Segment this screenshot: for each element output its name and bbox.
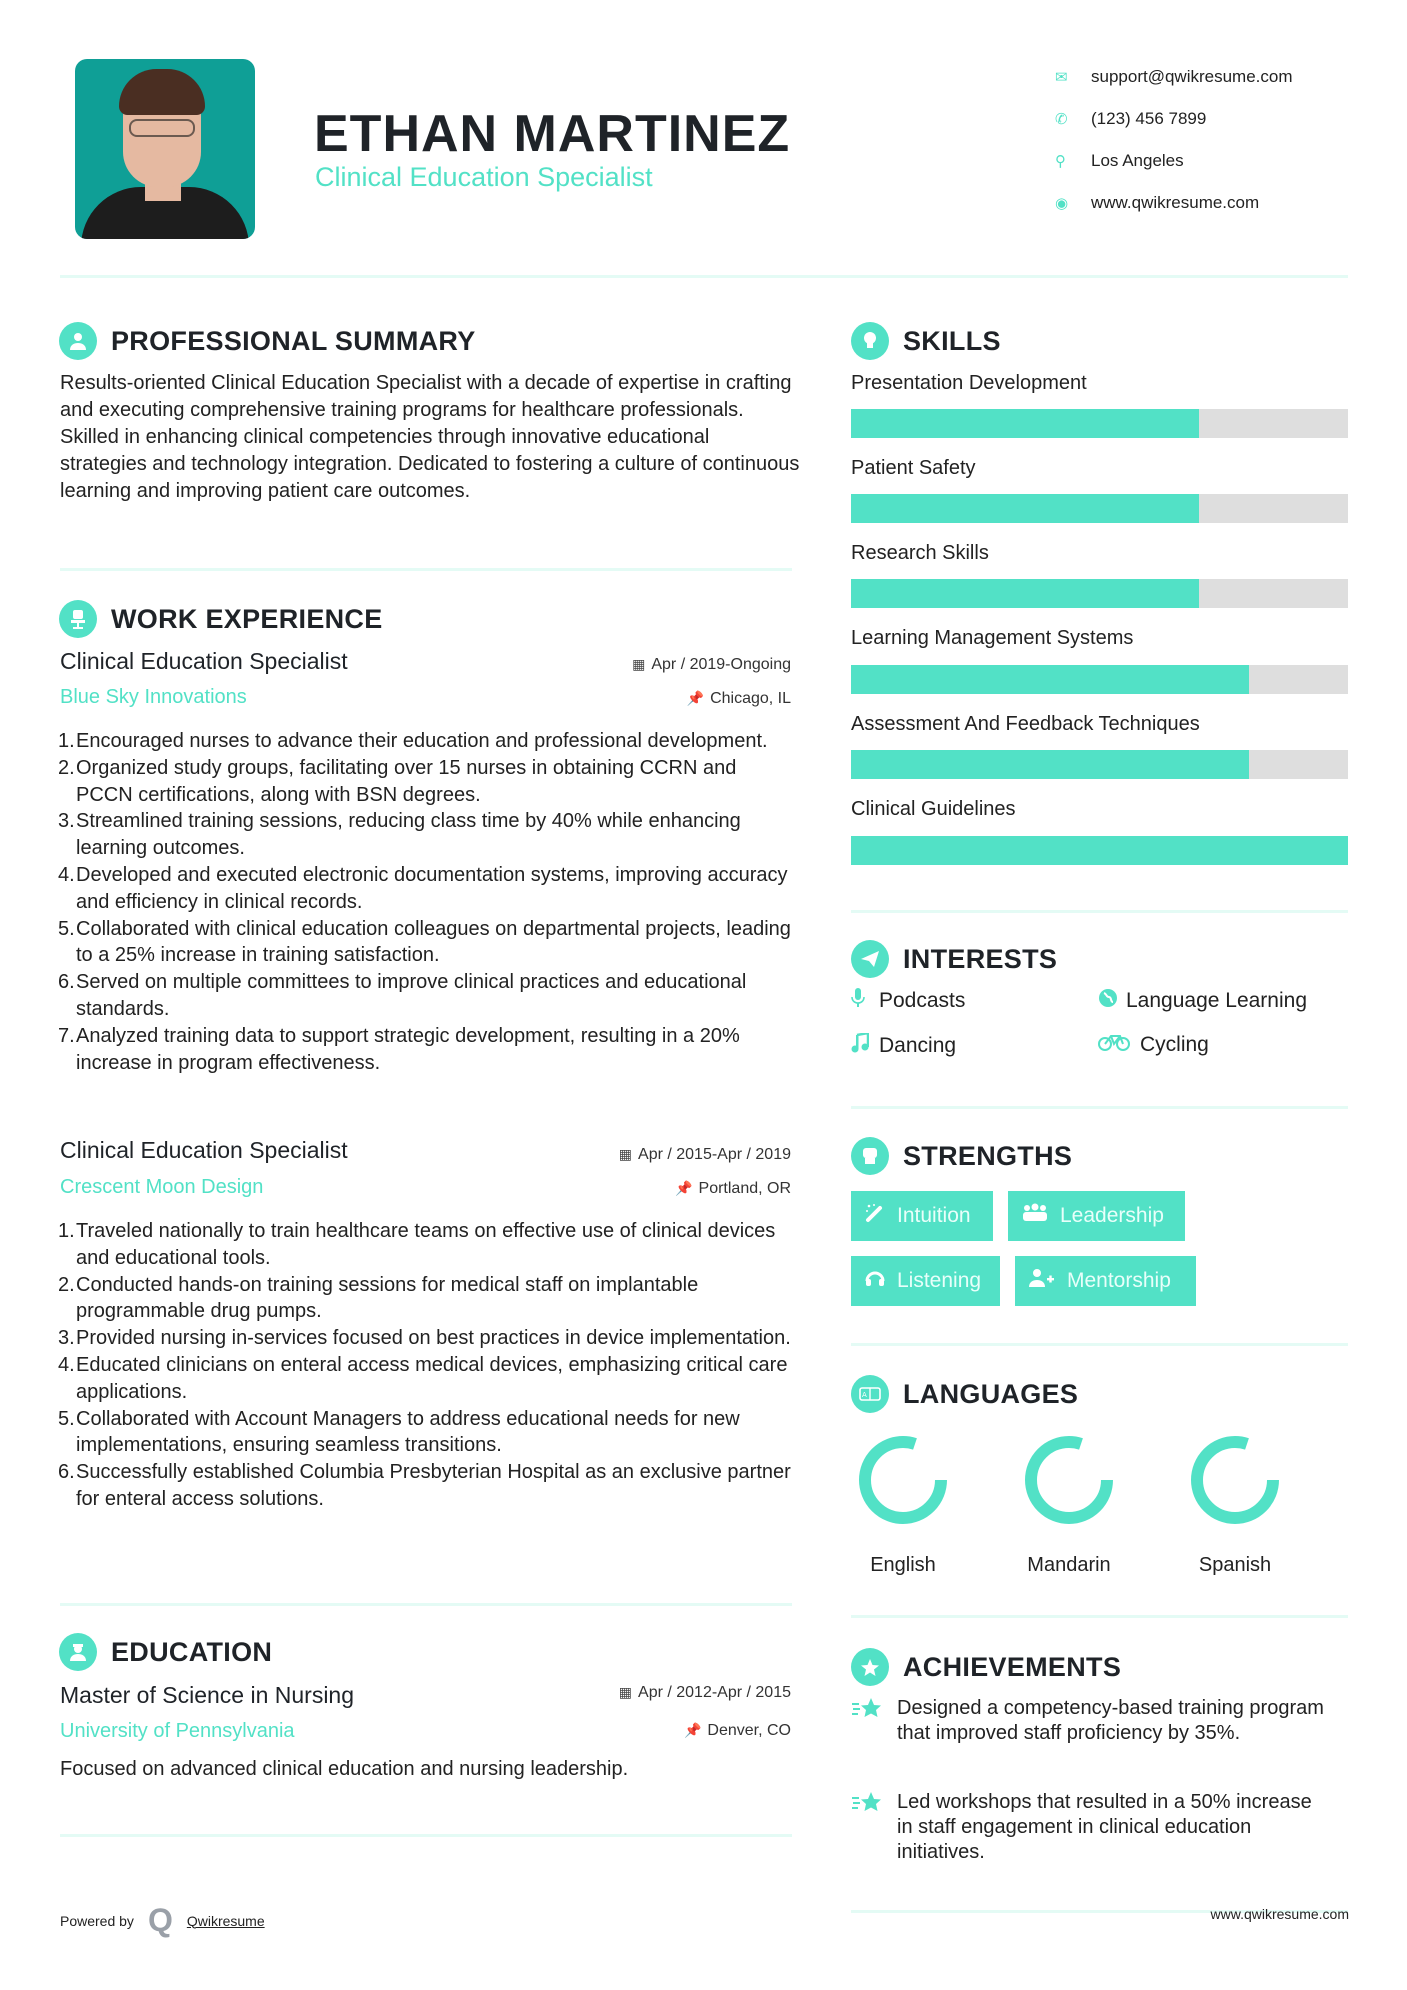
users-icon bbox=[1022, 1203, 1048, 1229]
strength-chip: Intuition bbox=[851, 1191, 993, 1241]
translate-icon bbox=[851, 1375, 889, 1413]
bullet-item: 6. Successfully established Columbia Presbyterian Hospital as an exclusive partner for enteral access solutions. bbox=[58, 1461, 791, 1510]
job-location: 📌 Chicago, IL bbox=[686, 690, 791, 707]
skill-fill bbox=[851, 579, 1199, 608]
job-dates: ▦ Apr / 2015-Apr / 2019 bbox=[618, 1146, 791, 1163]
achievements-heading: ACHIEVEMENTS bbox=[851, 1648, 1121, 1686]
skill-bar bbox=[851, 665, 1348, 694]
calendar-icon: ▦ bbox=[632, 656, 646, 672]
calendar-icon: ▦ bbox=[618, 1684, 633, 1700]
interests-heading: INTERESTS bbox=[851, 940, 1057, 978]
job-bullets bbox=[58, 728, 798, 1076]
interest-item: Language Learning bbox=[1098, 988, 1307, 1014]
skill-label: Research Skills bbox=[851, 542, 989, 564]
interest-item: Dancing bbox=[851, 1033, 956, 1059]
section-divider bbox=[60, 1603, 792, 1606]
candidate-title: Clinical Education Specialist bbox=[315, 162, 653, 192]
section-divider bbox=[851, 1615, 1348, 1618]
header-divider bbox=[60, 275, 1348, 278]
skill-fill bbox=[851, 836, 1348, 865]
section-divider bbox=[60, 1834, 792, 1837]
pushpin-icon: 📌 bbox=[675, 1180, 693, 1196]
location-pin-icon: ⚲ bbox=[1055, 153, 1066, 170]
contact-list bbox=[1055, 56, 1293, 224]
globe-icon: ◉ bbox=[1055, 195, 1069, 212]
candidate-name: ETHAN MARTINEZ bbox=[314, 105, 791, 163]
skill-label: Assessment And Feedback Techniques bbox=[851, 713, 1200, 735]
contact-email[interactable] bbox=[1055, 56, 1293, 98]
section-divider bbox=[851, 1106, 1348, 1109]
star-badge-icon bbox=[851, 1648, 889, 1686]
headphones-icon bbox=[865, 1268, 885, 1294]
skill-label: Patient Safety bbox=[851, 457, 976, 479]
skill-fill bbox=[851, 750, 1249, 779]
strength-chip: Mentorship bbox=[1015, 1256, 1196, 1306]
skill-fill bbox=[851, 494, 1199, 523]
paper-plane-icon bbox=[851, 940, 889, 978]
skill-label: Learning Management Systems bbox=[851, 627, 1134, 649]
star-icon bbox=[851, 1696, 897, 1746]
user-plus-icon bbox=[1029, 1268, 1055, 1294]
summary-text: Results-oriented Clinical Education Specialist with a decade of expertise in crafting and executing comprehensive training programs for healthcare professionals. Skilled in enhancing clinical competencies through innovative educational strategies and technology integration. Dedicated to fostering a culture of continuous learning and improving patient care outcomes. bbox=[60, 372, 800, 502]
qwikresume-link[interactable]: Qwikresume bbox=[186, 1912, 265, 1929]
achievement-item: Designed a competency-based training program that improved staff proficiency by 35%. bbox=[851, 1696, 1331, 1746]
skills-heading: SKILLS bbox=[851, 322, 1001, 360]
skill-label: Presentation Development bbox=[851, 372, 1087, 394]
phone-icon: ✆ bbox=[1055, 111, 1068, 128]
company-name: Blue Sky Innovations bbox=[60, 686, 247, 708]
skill-label: Clinical Guidelines bbox=[851, 798, 1016, 820]
skill-fill bbox=[851, 665, 1249, 694]
contact-location-text: Los Angeles bbox=[1091, 151, 1184, 170]
education-description: Focused on advanced clinical education and nursing leadership. bbox=[60, 1758, 629, 1780]
star-icon bbox=[851, 1790, 897, 1865]
contact-website[interactable] bbox=[1055, 182, 1293, 224]
strength-chip: Listening bbox=[851, 1256, 1000, 1306]
graduate-icon bbox=[59, 1633, 97, 1671]
bullet-item: 1. Traveled nationally to train healthcare teams on effective use of clinical devices and educational tools. bbox=[58, 1220, 776, 1269]
job-title: Clinical Education Specialist bbox=[60, 1137, 348, 1163]
microphone-icon bbox=[851, 988, 879, 1014]
bullet-item: 3. Provided nursing in-services focused on best practices in device implementation. bbox=[58, 1327, 791, 1350]
achievement-item: Led workshops that resulted in a 50% increase in staff engagement in clinical education initiatives. bbox=[851, 1790, 1331, 1865]
summary-heading: PROFESSIONAL SUMMARY bbox=[59, 322, 476, 360]
pushpin-icon: 📌 bbox=[683, 1722, 702, 1738]
user-icon bbox=[59, 322, 97, 360]
section-divider bbox=[851, 910, 1348, 913]
bullet-item: 4. Developed and executed electronic documentation systems, improving accuracy and efficiency in clinical records. bbox=[58, 863, 788, 913]
skill-bar bbox=[851, 750, 1348, 779]
interest-item: Cycling bbox=[1098, 1033, 1209, 1057]
job-dates: ▦ Apr / 2019-Ongoing bbox=[632, 656, 791, 673]
school-name: University of Pennsylvania bbox=[60, 1720, 295, 1742]
strength-chip: Leadership bbox=[1008, 1191, 1185, 1241]
fist-icon bbox=[851, 1137, 889, 1175]
calendar-icon: ▦ bbox=[618, 1146, 633, 1162]
contact-phone-text: (123) 456 7899 bbox=[1091, 109, 1207, 128]
bullet-item: 7. Analyzed training data to support strategic development, resulting in a 20% increase in program effectiveness. bbox=[58, 1024, 740, 1074]
office-chair-icon bbox=[59, 600, 97, 638]
job-title: Clinical Education Specialist bbox=[60, 648, 348, 674]
job-location: 📌 Portland, OR bbox=[675, 1180, 791, 1197]
interest-item: Podcasts bbox=[851, 988, 965, 1014]
education-dates: ▦ Apr / 2012-Apr / 2015 bbox=[618, 1684, 791, 1701]
bullet-item: 1. Encouraged nurses to advance their education and professional development. bbox=[58, 730, 768, 752]
email-icon: ✉ bbox=[1055, 69, 1068, 86]
skill-bar bbox=[851, 409, 1348, 438]
profile-photo bbox=[75, 59, 255, 239]
globe-icon bbox=[1098, 988, 1126, 1014]
bullet-item: 2. Organized study groups, facilitating over 15 nurses in obtaining CCRN and PCCN certifications, along with BSN degrees. bbox=[58, 756, 737, 806]
bullet-item: 4. Educated clinicians on enteral access medical devices, emphasizing critical care applications. bbox=[58, 1353, 788, 1403]
skill-bar bbox=[851, 836, 1348, 865]
language-ring bbox=[1187, 1432, 1283, 1528]
contact-email-text: support@qwikresume.com bbox=[1091, 67, 1293, 86]
bullet-item: 2. Conducted hands-on training sessions for medical staff on implantable programmable drug pumps. bbox=[58, 1273, 699, 1323]
section-divider bbox=[60, 568, 792, 571]
pushpin-icon: 📌 bbox=[686, 690, 705, 706]
language-item: Spanish bbox=[1180, 1432, 1290, 1577]
bicycle-icon bbox=[1098, 1033, 1140, 1057]
lightbulb-icon bbox=[851, 322, 889, 360]
qwikresume-logo-icon: Q bbox=[147, 1902, 173, 1938]
bullet-item: 5. Collaborated with Account Managers to address educational needs for new implementations, ensuring seamless transitions. bbox=[58, 1407, 740, 1457]
svg-text:A: A bbox=[862, 1391, 867, 1399]
language-item: English bbox=[848, 1432, 958, 1577]
magic-wand-icon bbox=[865, 1203, 885, 1229]
degree-title: Master of Science in Nursing bbox=[60, 1682, 355, 1708]
music-note-icon bbox=[851, 1033, 879, 1059]
education-heading: EDUCATION bbox=[59, 1633, 272, 1671]
skill-fill bbox=[851, 409, 1199, 438]
skill-bar bbox=[851, 579, 1348, 608]
section-divider bbox=[851, 1343, 1348, 1346]
language-item: Mandarin bbox=[1014, 1432, 1124, 1577]
powered-by: Powered by Q Qwikresume bbox=[60, 1902, 265, 1938]
contact-location bbox=[1055, 140, 1293, 182]
language-ring bbox=[855, 1432, 951, 1528]
company-name: Crescent Moon Design bbox=[60, 1176, 264, 1198]
language-ring bbox=[1021, 1432, 1117, 1528]
languages-heading: A LANGUAGES bbox=[851, 1375, 1078, 1413]
footer-website[interactable]: www.qwikresume.com bbox=[1210, 1906, 1349, 1922]
job-bullets bbox=[58, 1218, 798, 1513]
skill-bar bbox=[851, 494, 1348, 523]
bullet-item: 3. Streamlined training sessions, reducing class time by 40% while enhancing learning outcomes. bbox=[58, 810, 741, 860]
contact-website-text: www.qwikresume.com bbox=[1091, 193, 1260, 212]
bullet-item: 5. Collaborated with clinical education colleagues on departmental projects, leading to a 25% increase in training satisfaction. bbox=[58, 917, 791, 967]
strengths-heading: STRENGTHS bbox=[851, 1137, 1072, 1175]
experience-heading: WORK EXPERIENCE bbox=[59, 600, 383, 638]
bullet-item: 6. Served on multiple committees to improve clinical practices and educational standards. bbox=[58, 971, 747, 1020]
contact-phone[interactable] bbox=[1055, 98, 1293, 140]
education-location: 📌 Denver, CO bbox=[683, 1722, 791, 1739]
